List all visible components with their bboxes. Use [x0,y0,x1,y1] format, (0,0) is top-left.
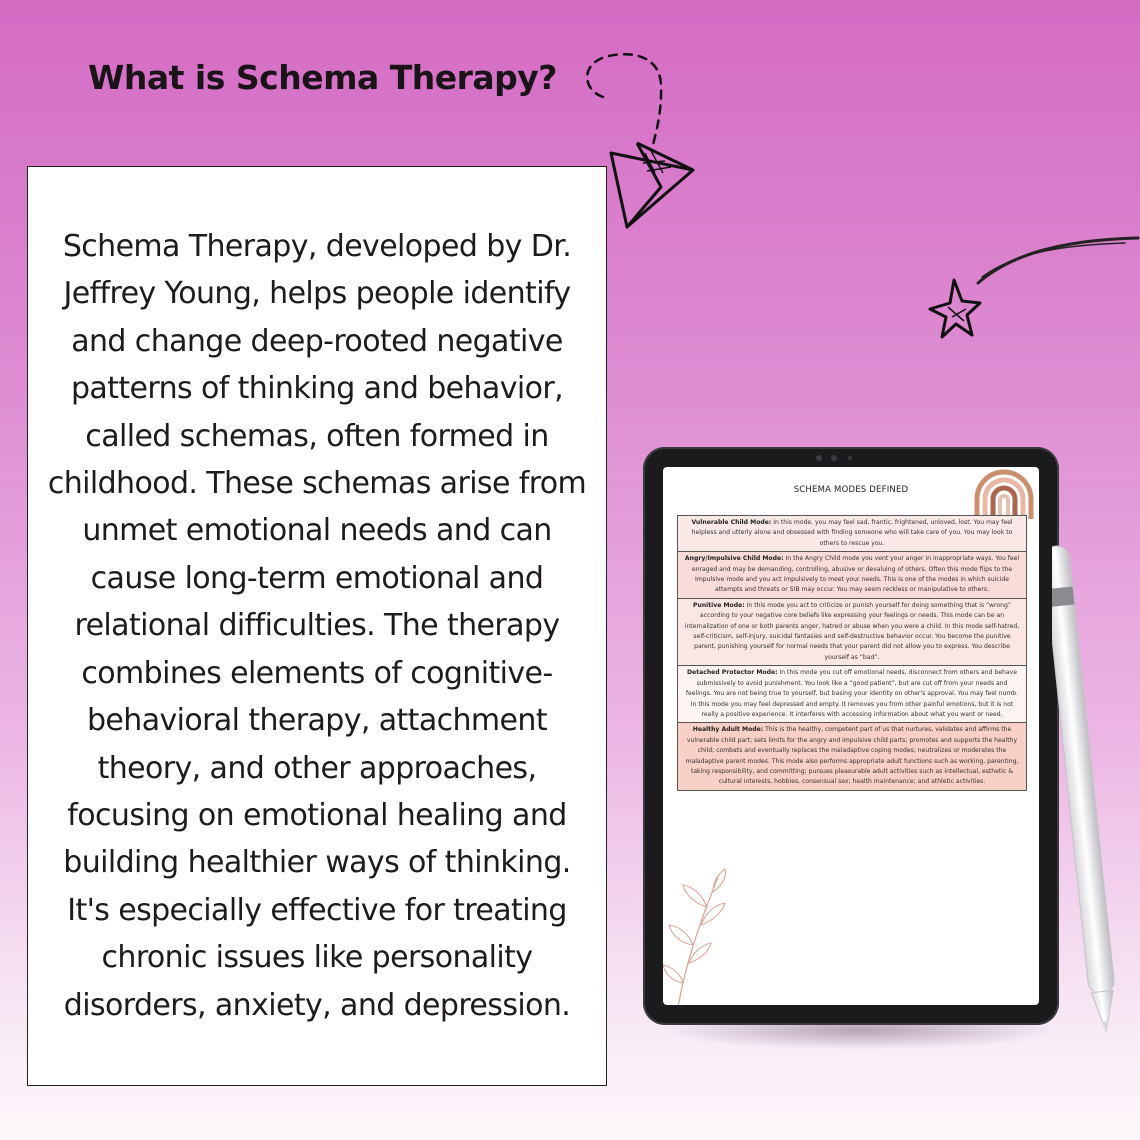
mode-name: Healthy Adult Mode: [692,726,764,734]
camera-dot [848,456,852,460]
mode-row [678,666,1026,723]
mode-name: Vulnerable Child Mode: [691,519,772,526]
camera-dot [816,455,822,461]
mode-row [678,516,1026,552]
description-box [27,166,607,1086]
schema-modes-table [677,515,1027,791]
mode-name: Detached Protector Mode: [687,669,778,677]
camera-dot [831,455,837,461]
mode-name: Punitive Mode: [693,601,745,609]
mode-description: In this mode you cut off emotional needs, disconnect from others and behave submissively to avoid punishment. You look like a “good patient”, but are cut off from your needs and feelings. You are not being true to yourself, but basing your identity on other's approval. You may feel numb. In this mode you may feel depressed and empty. It removes you from other painful emotions, but it is not really a positive experience. It interferes with accessing information about what you want or need. [685,669,1019,718]
mode-row [678,552,1026,599]
mode-description: In the Angry Child mode you vent your anger in inappropriate ways. You feel enraged and may be demanding, controlling, abusive or devaluing of others. Often this mode flips to the Impulsive mode and you act impulsively to meet your needs. This is one of the modes in which suicide attempts and threats or SIB may occur. You may seem reckless or manipulative to others. [691,555,1020,594]
page-title: What is Schema Therapy? [88,58,557,97]
tablet-device [643,447,1059,1025]
mode-description: This is the healthy, competent part of us that nurtures, validates and affirms the vulnerable child part; sets limits for the angry and impulsive child parts; promotes and supports the healthy child; combats and eventually replaces the maladaptive coping modes; neutralizes or moderates the maladaptive parent modes. This mode also performs appropriate adult functions such as working, parenting, taking responsibility, and committing; pursues pleasurable adult activities such as intellectual, esthetic & cultural interests, hobbies, consensual sex; health maintenance; and athletic activities. [685,726,1019,786]
mode-name: Angry/Impulsive Child Mode: [684,555,784,563]
tablet-screen [663,467,1039,1005]
description-text: Schema Therapy, developed by Dr. Jeffrey Young, helps people identify and change deep-rooted negative patterns of thinking and behavior, called schemas, often formed in childhood. These schemas arise from unmet emotional needs and can cause long-term emotional and relational difficulties. The therapy combines elements of cognitive-behavioral therapy, attachment theory, and other approaches, focusing on emotional healing and building healthier ways of thinking. It's especially effective for treating chronic issues like personality disorders, anxiety, and depression. [47,229,587,1023]
star-icon [920,225,1140,350]
leaf-branch-icon [663,867,733,1005]
screen-title: SCHEMA MODES DEFINED [793,485,909,495]
mode-description: In this mode, you may feel sad, frantic, frightened, unloved, lost. You may feel helpless and utterly alone and obsessed with finding someone who will take care of you. You may look to others to rescue you. [691,519,1013,547]
mode-row [678,723,1026,789]
mode-description: In this mode you act to criticize or punish yourself for doing something that is “wrong” according to your negative core beliefs like expressing your feelings or needs. This mode can be an internalization of one or both parents anger, hatred or abuse when you were a child. In this mode self-hatred, self-criticism, self-injury, suicidal fantasies and self-destructive behavior occur. You become the punitive parent, punishing yourself for normal needs that your parent did not allow you to express. You describe yourself as “bad”. [684,601,1020,661]
stylus-pencil-icon [1052,540,1124,1040]
mode-row [678,599,1026,666]
